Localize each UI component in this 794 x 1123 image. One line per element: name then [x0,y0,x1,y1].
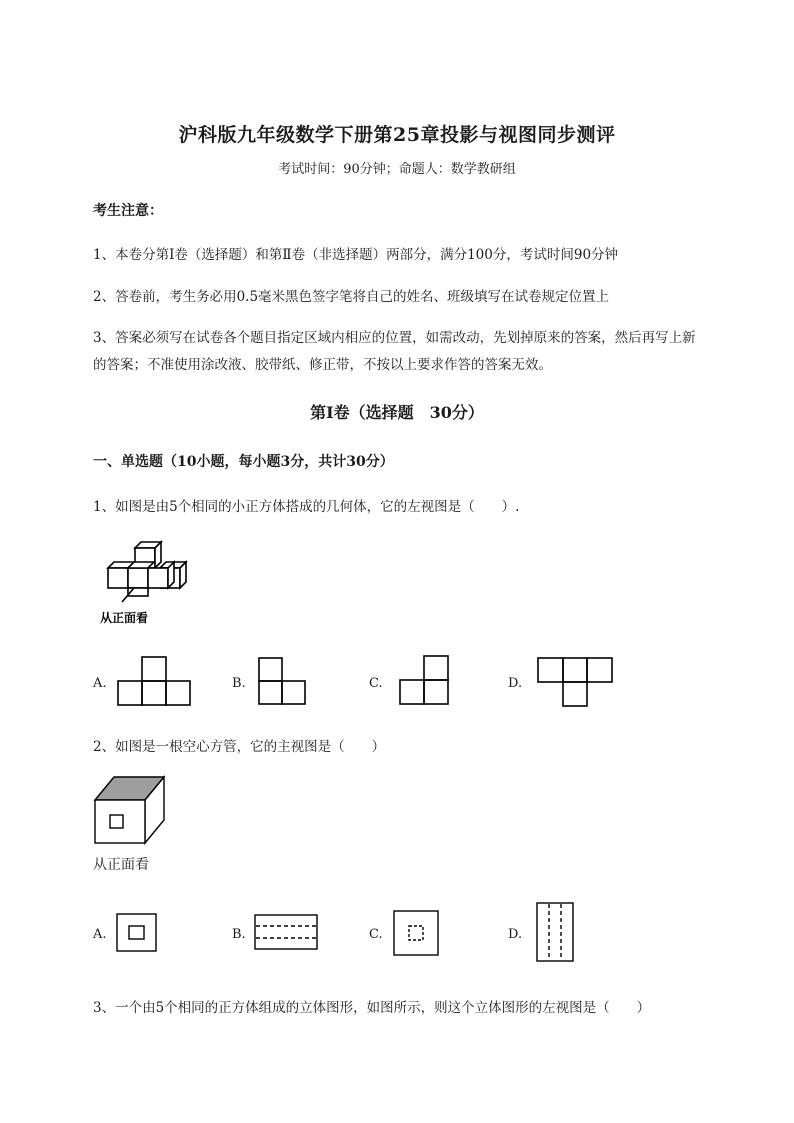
q1-cube-figure [100,540,200,630]
q2-option-a-figure [116,913,158,953]
q2-option-c-figure [393,910,439,956]
page-title: 沪科版九年级数学下册第25章投影与视图同步测评 [178,124,616,146]
notice-item-2: 2、答卷前，考生务必用0.5毫米黑色签字笔将自己的姓名、班级填写在试卷规定位置上 [93,289,610,305]
notice-item-1: 1、本卷分第I卷（选择题）和第Ⅱ卷（非选择题）两部分，满分100分，考试时间90分钟 [93,247,619,263]
q1-option-d-label: D. [508,676,523,691]
q1-option-a-label: A. [93,676,107,691]
q1-option-b-figure [258,657,306,705]
notice-heading: 考生注意： [93,203,163,219]
q1-option-c-figure [398,655,450,705]
q2-option-a-label: A. [93,927,107,942]
q2-option-c-label: C. [369,927,383,942]
notice-item-3: 3、答案必须写在试卷各个题目指定区域内相应的位置，如需改动，先划掉原来的答案，然后再写上新 [93,330,696,346]
q1-option-c-label: C. [369,676,383,691]
question-type-heading: 一、单选题（10小题，每小题3分，共计30分） [93,454,394,470]
question-1-text: 1、如图是由5个相同的小正方体搭成的几何体，它的左视图是（ ）. [93,499,520,515]
q2-option-b-label: B. [232,927,246,942]
question-3-text: 3、一个由5个相同的正方体组成的立体图形，如图所示，则这个立体图形的左视图是（ ） [93,1000,651,1016]
q2-hollow-tube-figure [94,776,166,846]
q1-option-d-figure [537,657,613,707]
q2-option-d-label: D. [508,927,523,942]
exam-info: 考试时间：90分钟；命题人：数学教研组 [278,162,516,177]
q1-option-a-figure [118,655,190,705]
q2-figure-caption: 从正面看 [93,857,149,873]
section-title: 第I卷（选择题 30分） [310,403,484,422]
q1-option-b-label: B. [232,676,246,691]
notice-item-3-cont: 的答案；不准使用涂改液、胶带纸、修正带，不按以上要求作答的答案无效。 [93,357,552,373]
q1-figure-caption: 从正面看 [100,611,149,625]
q2-option-d-figure [536,902,574,962]
question-2-text: 2、如图是一根空心方管，它的主视图是（ ） [93,739,386,755]
q2-option-b-figure [254,914,318,950]
